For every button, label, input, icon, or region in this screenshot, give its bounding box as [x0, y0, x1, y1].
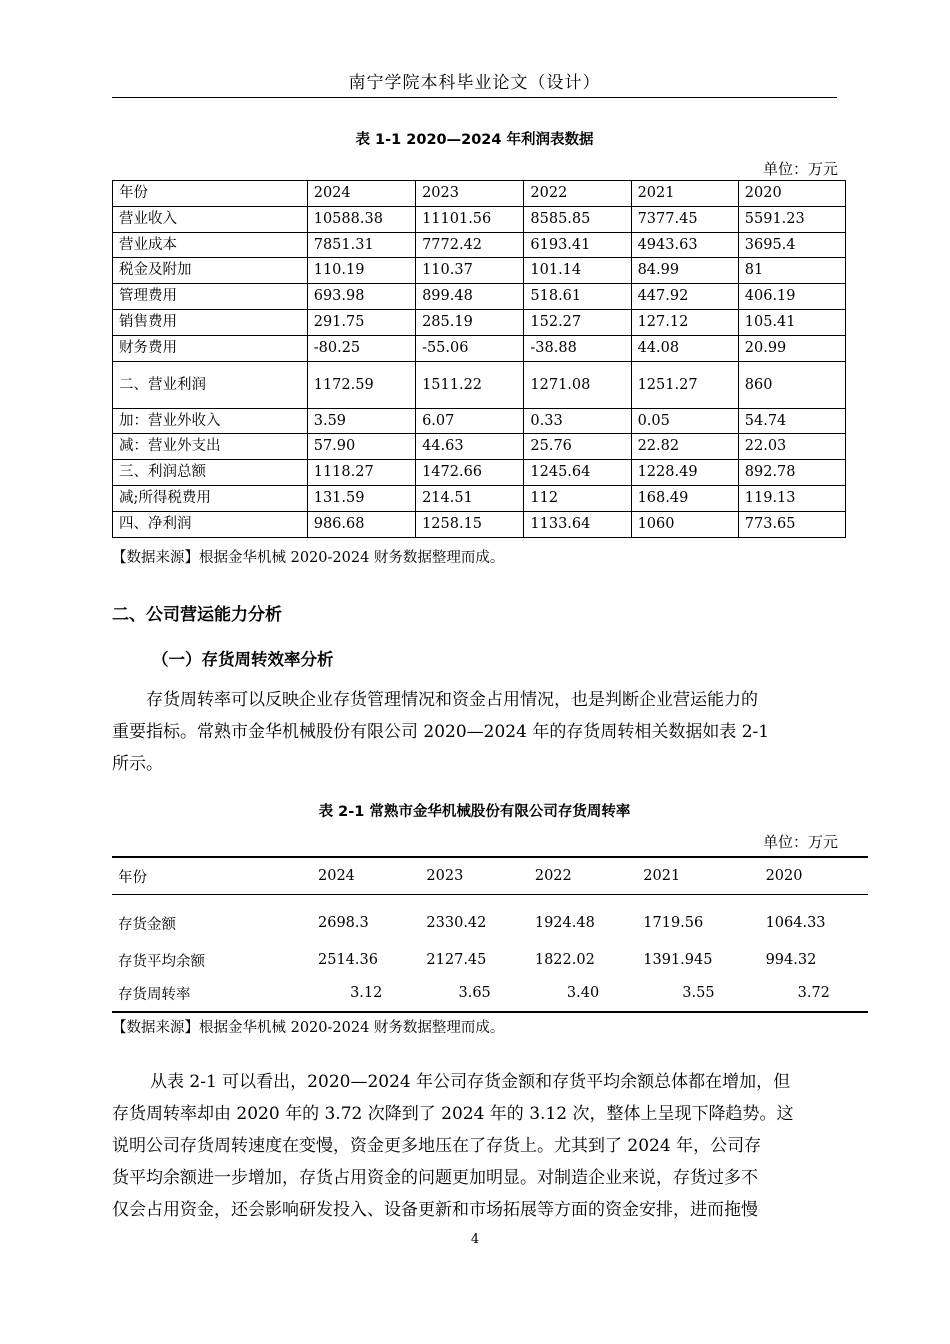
table-cell: 860 [738, 361, 845, 408]
table-row [112, 975, 868, 1012]
table-cell: 773.65 [738, 511, 845, 537]
table-cell: 131.59 [307, 485, 415, 511]
table-cell: 892.78 [738, 460, 845, 486]
table-cell: 22.82 [631, 434, 738, 460]
table-cell: 年份 [113, 181, 308, 207]
table-cell: 11101.56 [416, 206, 524, 232]
table-cell: -38.88 [524, 335, 631, 361]
table-row [113, 485, 846, 511]
table-cell: 1258.15 [416, 511, 524, 537]
table-cell: 8585.85 [524, 206, 631, 232]
table-cell: 2023 [416, 181, 524, 207]
table-cell: 2330.42 [426, 915, 487, 931]
table-cell: 1511.22 [416, 361, 524, 408]
table-cell: 2022 [524, 181, 631, 207]
table-cell: 447.92 [631, 284, 738, 310]
table-cell: 3.59 [307, 408, 415, 434]
table-cell: 57.90 [307, 434, 415, 460]
table2-unit: 单位：万元 [762, 833, 838, 851]
table-cell: 三、利润总额 [113, 460, 308, 486]
table-cell: 存货金额 [118, 916, 176, 933]
table-cell: 存货平均余额 [118, 953, 205, 970]
table-cell: 1822.02 [534, 952, 595, 968]
table-cell: 销售费用 [113, 309, 308, 335]
table2-source-note: 【数据来源】根据金华机械 2020-2024 财务数据整理而成。 [112, 1020, 505, 1036]
table-cell: 119.13 [738, 485, 845, 511]
table-cell: 税金及附加 [113, 258, 308, 284]
table-row [113, 361, 846, 408]
table-row [113, 408, 846, 434]
table-cell: 110.19 [307, 258, 415, 284]
table-cell: 81 [738, 258, 845, 284]
table-cell: 54.74 [738, 408, 845, 434]
table-cell: 0.05 [631, 408, 738, 434]
table-cell: 168.49 [631, 485, 738, 511]
table-cell: 152.27 [524, 309, 631, 335]
table-cell: 105.41 [738, 309, 845, 335]
table-cell: 存货周转率 [112, 975, 312, 1012]
table-row [113, 232, 846, 258]
paragraph-line: 重要指标。常熟市金华机械股份有限公司 2020—2024 年的存货周转相关数据如表 2-1 [112, 722, 770, 742]
intro-paragraph [112, 684, 837, 780]
table-cell: 2021 [637, 857, 759, 895]
table-cell: 1245.64 [524, 460, 631, 486]
profit-table [112, 180, 846, 538]
table-cell: 986.68 [307, 511, 415, 537]
table-cell: 7377.45 [631, 206, 738, 232]
table-cell: 44.08 [631, 335, 738, 361]
paragraph-line: 存货周转率却由 2020 年的 3.72 次降到了 2024 年的 3.12 次，整体上呈现下降趋势。这 [112, 1104, 794, 1124]
table-cell: 7772.42 [416, 232, 524, 258]
table-cell: 年份 [112, 857, 312, 895]
table-cell: 2020 [760, 857, 868, 895]
table-cell: 0.33 [524, 408, 631, 434]
table-cell: 1064.33 [765, 915, 826, 931]
table-cell: 1060 [631, 511, 738, 537]
table-cell: 3.72 [760, 975, 868, 1012]
table-cell: 1924.48 [534, 915, 595, 931]
paragraph-line: 货平均余额进一步增加，存货占用资金的问题更加明显。对制造企业来说，存货过多不 [112, 1168, 758, 1188]
table-cell: 518.61 [524, 284, 631, 310]
table-cell: 6.07 [416, 408, 524, 434]
table-cell: 214.51 [416, 485, 524, 511]
table-cell: 减;所得税费用 [113, 485, 308, 511]
table1-source-note: 【数据来源】根据金华机械 2020-2024 财务数据整理而成。 [112, 550, 505, 566]
table-row [113, 335, 846, 361]
table-cell: 2021 [631, 181, 738, 207]
table-cell: 3.40 [529, 975, 637, 1012]
table-cell: 110.37 [416, 258, 524, 284]
table-cell: 4943.63 [631, 232, 738, 258]
table-row [113, 511, 846, 537]
table-cell: 406.19 [738, 284, 845, 310]
table-row [113, 258, 846, 284]
table-cell: 291.75 [307, 309, 415, 335]
table-cell: 20.99 [738, 335, 845, 361]
table-cell: 四、净利润 [113, 511, 308, 537]
table-cell: 1251.27 [631, 361, 738, 408]
paragraph-line: 存货周转率可以反映企业存货管理情况和资金占用情况，也是判断企业营运能力的 [146, 690, 758, 710]
table-cell: 899.48 [416, 284, 524, 310]
table-cell: 2020 [738, 181, 845, 207]
table-cell: 1472.66 [416, 460, 524, 486]
paragraph-line: 说明公司存货周转速度在变慢，资金更多地压在了存货上。尤其到了 2024 年，公司存 [112, 1136, 762, 1156]
table-cell: 7851.31 [307, 232, 415, 258]
paragraph-line: 从表 2-1 可以看出，2020—2024 年公司存货金额和存货平均余额总体都在增加，但 [150, 1072, 791, 1092]
table1-caption: 表 1-1 2020—2024 年利润表数据 [355, 132, 594, 148]
table-header-row [112, 857, 868, 895]
table-row [112, 895, 868, 946]
table-cell: 财务费用 [113, 335, 308, 361]
table-cell: 2698.3 [318, 915, 369, 931]
table-cell: 1228.49 [631, 460, 738, 486]
table-cell: 3.12 [312, 975, 420, 1012]
table-cell: 25.76 [524, 434, 631, 460]
table-row [113, 284, 846, 310]
table-cell: 101.14 [524, 258, 631, 284]
table-row [112, 945, 868, 975]
table-cell: 2127.45 [426, 952, 487, 968]
table1-unit: 单位：万元 [762, 160, 838, 178]
table-cell: 2514.36 [318, 952, 378, 968]
table-cell: 22.03 [738, 434, 845, 460]
header-rule [112, 97, 837, 98]
page-header: 南宁学院本科毕业论文（设计） [348, 73, 601, 93]
table-cell: 112 [524, 485, 631, 511]
table-cell: 减：营业外支出 [113, 434, 308, 460]
table-cell: 84.99 [631, 258, 738, 284]
table-cell: 285.19 [416, 309, 524, 335]
table-cell: 1118.27 [307, 460, 415, 486]
table-cell: 1271.08 [524, 361, 631, 408]
subsection-heading: （一）存货周转效率分析 [152, 650, 334, 669]
table-row [113, 460, 846, 486]
table-cell: 693.98 [307, 284, 415, 310]
paragraph-line: 仅会占用资金，还会影响研发投入、设备更新和市场拓展等方面的资金安排，进而拖慢 [112, 1200, 758, 1220]
inventory-turnover-table [112, 856, 868, 1013]
table-cell: 44.63 [416, 434, 524, 460]
table-cell: 994.32 [765, 952, 817, 968]
table-cell: 2024 [307, 181, 415, 207]
table-cell: 1719.56 [643, 915, 704, 931]
table-row [113, 434, 846, 460]
table-cell: 营业成本 [113, 232, 308, 258]
table-cell: 1391.945 [643, 952, 713, 968]
table-cell: 5591.23 [738, 206, 845, 232]
table-row [113, 309, 846, 335]
table-cell: 6193.41 [524, 232, 631, 258]
table-cell: 3.55 [637, 975, 759, 1012]
table-cell: 营业收入 [113, 206, 308, 232]
table-cell: 3695.4 [738, 232, 845, 258]
table-cell: 10588.38 [307, 206, 415, 232]
table-cell: 1172.59 [307, 361, 415, 408]
table-cell: 2022 [529, 857, 637, 895]
table-cell: -55.06 [416, 335, 524, 361]
table-cell: 二、营业利润 [113, 361, 308, 408]
paragraph-line: 所示。 [112, 754, 163, 774]
table-cell: -80.25 [307, 335, 415, 361]
table-header-row [113, 181, 846, 207]
table-cell: 2024 [312, 857, 420, 895]
table-cell: 2023 [420, 857, 528, 895]
table-cell: 127.12 [631, 309, 738, 335]
page-number: 4 [470, 1232, 480, 1247]
table-cell: 管理费用 [113, 284, 308, 310]
table2-caption: 表 2-1 常熟市金华机械股份有限公司存货周转率 [318, 804, 631, 820]
table-cell: 3.65 [420, 975, 528, 1012]
table-row [113, 206, 846, 232]
section-heading: 二、公司营运能力分析 [112, 605, 282, 625]
table-cell: 加：营业外收入 [113, 408, 308, 434]
table-cell: 1133.64 [524, 511, 631, 537]
analysis-paragraph [112, 1066, 837, 1226]
